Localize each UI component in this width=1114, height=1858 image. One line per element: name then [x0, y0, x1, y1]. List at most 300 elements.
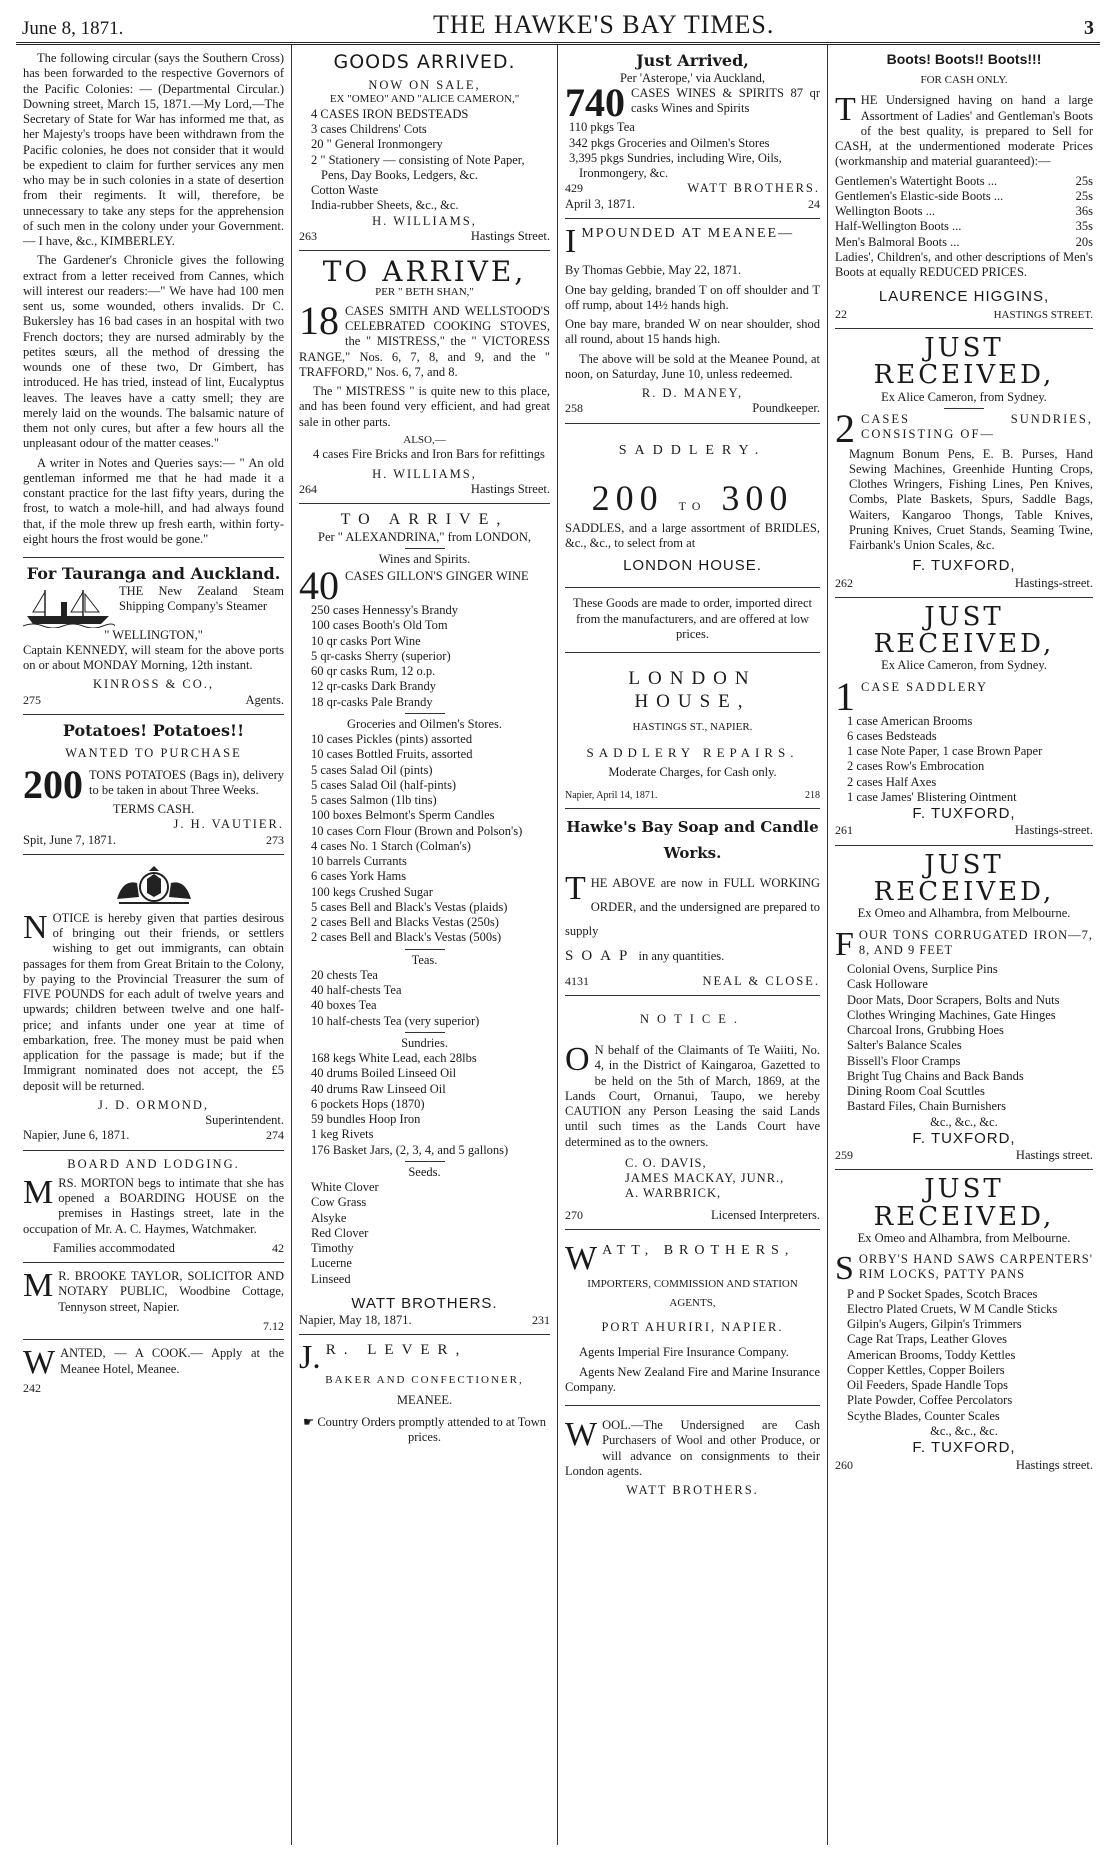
- saddlery-to: TO: [678, 498, 707, 513]
- wool-sig: WATT BROTHERS.: [626, 1483, 759, 1498]
- list-item: 4 CASES IRON BEDSTEADS: [311, 106, 469, 121]
- ad-number: 218: [805, 790, 820, 801]
- wool-body: OOL.—The Undersigned are Cash Purchasers of Wool and other Produce, or will advance on consignments to their London agents.: [565, 1418, 820, 1478]
- caution-signatories: [565, 1156, 820, 1202]
- baker-body: Country Orders promptly attended to at Town prices.: [317, 1414, 547, 1444]
- jr-place: Hastings street.: [1015, 1457, 1093, 1472]
- just-received-3: [835, 846, 1093, 1171]
- list-item: 10 cases Corn Flour (Brown and Polson's): [311, 823, 523, 838]
- just-arrived-ad: [565, 45, 820, 219]
- drop-cap: W: [23, 1344, 56, 1382]
- drop-cap: M: [23, 1173, 54, 1211]
- arrive-heading: TO ARRIVE,: [322, 255, 527, 289]
- price-item: Gentlemen's Elastic-side Boots ...: [835, 188, 1004, 203]
- jr-sig: F. TUXFORD,: [912, 557, 1016, 575]
- just-received-2: [835, 598, 1093, 846]
- drop-cap: M: [23, 1267, 54, 1305]
- london-repairs: SADDLERY REPAIRS.: [586, 744, 799, 760]
- saddlery-min: 200: [591, 477, 664, 518]
- column-1: [16, 45, 292, 1845]
- ad-number: 242: [23, 1380, 41, 1395]
- jr-items: [835, 962, 1093, 1115]
- jr-ex: Ex Omeo and Alhambra, from Melbourne.: [857, 906, 1071, 921]
- solicitor-body: R. BROOKE TAYLOR, SOLICITOR AND NOTARY PUBLIC, Woodbine Cottage, Tennyson street, Napier.: [58, 1269, 284, 1314]
- drop-cap: W: [565, 1239, 598, 1277]
- signatory: JAMES MACKAY, JUNR.,: [625, 1171, 785, 1186]
- ad-number: 262: [835, 575, 853, 590]
- goods-sub: NOW ON SALE,: [368, 78, 481, 93]
- price-row: [835, 174, 1093, 189]
- list-item: Charcoal Irons, Grubbing Hoes: [847, 1023, 1004, 1038]
- boots-body2: Ladies', Children's, and other descriptions of Men's Boots at equally REDUCED PRICES.: [835, 249, 1093, 280]
- groceries-list: [299, 732, 550, 946]
- page-number: 3: [1083, 17, 1094, 39]
- boots-ad: [835, 45, 1093, 329]
- impounded-p3: The above will be sold at the Meanee Pound, at noon, on Saturday, June 10, unless redeemed.: [565, 351, 820, 381]
- ad-number: 260: [835, 1457, 853, 1472]
- columns: [16, 45, 1100, 1845]
- baker-name: R. LEVER,: [325, 1342, 468, 1359]
- jr-items: [835, 714, 1093, 806]
- drop-cap: I: [565, 222, 577, 260]
- just-received-1: [835, 329, 1093, 598]
- ad-number: 274: [266, 1128, 284, 1143]
- ad-number: 270: [565, 1207, 583, 1222]
- jr-place: Hastings-street.: [1014, 575, 1093, 590]
- price-value: 25s: [1075, 188, 1093, 203]
- price-value: 36s: [1075, 204, 1093, 219]
- list-item: 10 cases Pickles (pints) assorted: [311, 732, 473, 747]
- list-item: 1 case American Brooms: [847, 713, 973, 728]
- section-heading: Wines and Spirits.: [378, 551, 471, 566]
- list-item: 40 drums Boiled Linseed Oil: [311, 1066, 457, 1081]
- boots-sub: FOR CASH ONLY.: [920, 74, 1008, 87]
- saddlery-house: LONDON HOUSE.: [623, 557, 762, 575]
- section-heading: Seeds.: [408, 1164, 441, 1179]
- ad-number: 22: [835, 306, 847, 321]
- soap-heading: Hawke's Bay Soap and Candle Works.: [566, 818, 819, 862]
- list-item: 1 case Note Paper, 1 case Brown Paper: [847, 744, 1043, 759]
- royal-crest-icon: [109, 865, 199, 907]
- list-item: 2 " Stationery — consisting of Note Paper, Pens, Day Books, Ledgers, &c.: [311, 152, 525, 182]
- price-item: Gentlemen's Watertight Boots ...: [835, 173, 998, 188]
- news-items: [23, 45, 284, 558]
- saddlery-max: 300: [721, 477, 794, 518]
- ad-number: 263: [299, 228, 317, 243]
- solicitor-ad: [23, 1263, 284, 1340]
- list-item: American Brooms, Toddy Kettles: [847, 1347, 1016, 1362]
- steamship-icon: [23, 586, 115, 628]
- notice-role: Superintendent.: [205, 1113, 284, 1128]
- notes-queries-article: A writer in Notes and Queries says:— " An old gentleman informed me that he had made it a constant practice for the last fifty years, during the frost, to watch a mole-hill, and had always found that, if the mole threw up fresh earth, within forty-eight hours the frost would be gone.": [23, 455, 284, 546]
- list-item: Cotton Waste: [311, 183, 379, 198]
- list-item: 6 cases York Hams: [311, 869, 407, 884]
- list-item: 59 bundles Hoop Iron: [311, 1112, 421, 1127]
- boots-sig: LAURENCE HIGGINS,: [878, 288, 1050, 306]
- list-item: 12 qr-casks Dark Brandy: [311, 679, 437, 694]
- impounded-notice: [565, 219, 820, 424]
- jr-etc: &c., &c., &c.: [930, 1423, 998, 1438]
- jr-quantity: 2: [835, 406, 855, 452]
- list-item: Timothy: [311, 1241, 354, 1256]
- jr-heading: JUST RECEIVED,: [873, 1174, 1055, 1232]
- caution-notice: [565, 996, 820, 1230]
- list-item: Linseed: [311, 1271, 351, 1286]
- jr-body: Magnum Bonum Pens, E. B. Purses, Hand Sewing Machines, Greenhide Hunting Crops, Clothes Wringers, Fishing Lines, Pen Knives, Combs, Plate Baskets, Spurs, Saddle Bags, Waiters, Kangaroo Thongs, Table Knives, Pruning Knives, Cruet Stands, Seaming Twine, Fairbank's Union Scales, &c.: [849, 446, 1093, 553]
- divider: [944, 408, 984, 409]
- seeds-list: [299, 1180, 550, 1287]
- arrive-place: Hastings Street.: [470, 481, 550, 496]
- arrived-quantity: 740: [565, 79, 625, 125]
- ad-number: 231: [532, 1313, 550, 1328]
- jr-big-body: CASE SADDLERY: [861, 679, 989, 694]
- drop-cap: N: [23, 908, 48, 946]
- watt-heading: ATT, BROTHERS,: [602, 1242, 795, 1258]
- drop-cap: F: [835, 925, 854, 963]
- list-item: Door Mats, Door Scrapers, Bolts and Nuts: [847, 992, 1060, 1007]
- list-item: Copper Kettles, Copper Boilers: [847, 1362, 1005, 1377]
- caution-body: N behalf of the Claimants of Te Waiiti, No. 4, in the District of Kaingaroa, Gazetted to be held on the 5th of March, 1869, at the Lands Court, Ornanui, Taupo, we hereby CAUTION any Person Leasing the said Lands until such times as the Lands Court have determined as to the owners.: [565, 1043, 820, 1149]
- list-item: 168 kegs White Lead, each 28lbs: [311, 1051, 477, 1066]
- list-item: P and P Socket Spades, Scotch Braces: [847, 1286, 1038, 1301]
- notice-place: Napier, June 6, 1871.: [23, 1128, 130, 1143]
- divider: [405, 713, 445, 714]
- gardeners-chronicle-article: The Gardener's Chronicle gives the following extract from a letter received from Cannes, which will interest our readers:—" We have had 100 men sent us, some wounded, others invalids. Dr C. Bukersley has 16 bad cases in an hospital with two French doctors; they are nursed admirably by the petites sœurs, all the method of dressing the wounds one of these two, Dr Gimbert, has introduced. He has tried, instead of lint, Eucalyptus leaves. The leaves have a catty smell; they are merely laid on the wounds. The balsamic nature of them not only cures, but after a few hours all the unpleasant odour of the matter ceases.": [23, 253, 284, 451]
- list-item: Alsyke: [311, 1210, 347, 1225]
- newspaper-title: THE HAWKE'S BAY TIMES.: [432, 10, 775, 39]
- jr-big-body: ORBY'S HAND SAWS CARPENTERS' RIM LOCKS, PATTY PANS: [858, 1252, 1093, 1282]
- list-item: Lucerne: [311, 1256, 352, 1271]
- jr-heading: JUST RECEIVED,: [873, 849, 1055, 908]
- ad-number: 24: [808, 196, 820, 211]
- drop-cap: T: [565, 870, 586, 908]
- price-item: Wellington Boots ...: [835, 204, 936, 219]
- column-4: [828, 45, 1100, 1845]
- soap-sig: NEAL & CLOSE.: [702, 973, 820, 988]
- saddlery-heading: SADDLERY.: [618, 442, 767, 458]
- list-item: 100 cases Booth's Old Tom: [311, 618, 448, 633]
- list-item: Electro Plated Cruets, W M Candle Sticks: [847, 1301, 1058, 1316]
- to-arrive-stoves-ad: [299, 251, 550, 504]
- boots-body: HE Undersigned having on hand a large Assortment of Ladies' and Gentleman's Boots of the best quality, is prepared to Sell for CASH, at the undermentioned moderate Prices (workmanship and material guaranteed):—: [835, 93, 1093, 169]
- list-item: White Clover: [311, 1180, 379, 1195]
- divider: [405, 949, 445, 950]
- list-item: 40 half-chests Tea: [311, 983, 402, 998]
- ad-number: 258: [565, 401, 583, 416]
- arrive-per: PER " BETH SHAN,": [375, 286, 474, 299]
- divider: [405, 1032, 445, 1033]
- list-item: Clothes Wringing Machines, Gate Hinges: [847, 1007, 1056, 1022]
- ad-number: 429: [565, 181, 583, 196]
- price-item: Half-Wellington Boots ...: [835, 219, 962, 234]
- london-charges: Moderate Charges, for Cash only.: [608, 764, 777, 779]
- issue-date: June 8, 1871.: [22, 18, 124, 39]
- board-body: RS. MORTON begs to intimate that she has opened a BOARDING HOUSE on the premises in Hastings street, late in the occupation of Mr. A. C. Haymes, Watchmaker.: [23, 1175, 284, 1236]
- price-row: [835, 219, 1093, 234]
- tauranga-body: THE New Zealand Steam Shipping Company's Steamer: [119, 583, 284, 613]
- potatoes-terms: TERMS CASH.: [112, 802, 195, 817]
- section-heading: Groceries and Oilmen's Stores.: [347, 716, 502, 731]
- list-item: 40 boxes Tea: [311, 998, 377, 1013]
- jr-items: [835, 1287, 1093, 1424]
- list-item: 6 pockets Hops (1870): [311, 1096, 425, 1111]
- list-item: 5 cases Salad Oil (pints): [311, 762, 433, 777]
- goods-arrived-ad: [299, 45, 550, 251]
- boots-price-list: [835, 174, 1093, 250]
- jr-heading: JUST RECEIVED,: [873, 601, 1055, 660]
- jr-ex: Ex Alice Cameron, from Sydney.: [881, 389, 1047, 404]
- impounded-p2: One bay mare, branded W on near shoulder, shod all round, about 15 hands high.: [565, 317, 820, 347]
- arrive2-big-body: CASES GILLON'S GINGER WINE: [345, 569, 529, 584]
- jr-sig: F. TUXFORD,: [912, 1439, 1016, 1457]
- jr-big-body: CASES SUNDRIES, CONSISTING OF—: [861, 412, 1093, 442]
- pointing-hand-icon: ☛: [302, 1414, 315, 1429]
- list-item: 4 cases No. 1 Starch (Colman's): [311, 838, 471, 853]
- section-heading: Teas.: [411, 952, 438, 967]
- list-item: 2 cases Bell and Black's Vestas (500s): [311, 930, 502, 945]
- board-line: Families accommodated: [53, 1240, 175, 1255]
- tauranga-ad: [23, 558, 284, 715]
- ad-number: 261: [835, 823, 853, 838]
- soap-works-ad: [565, 809, 820, 996]
- arrive-also: ALSO,—: [403, 433, 446, 446]
- drop-cap: O: [565, 1041, 590, 1079]
- boots-place: HASTINGS STREET.: [993, 308, 1093, 321]
- signatory: A. WARBRICK,: [625, 1186, 722, 1201]
- soap-word: SOAP: [565, 948, 636, 965]
- masthead: [16, 6, 1100, 45]
- board-lodging-ad: [23, 1151, 284, 1264]
- list-item: Cage Rat Traps, Leather Gloves: [847, 1332, 1008, 1347]
- arrived-heading: Just Arrived,: [636, 51, 749, 70]
- potatoes-sig: J. H. VAUTIER.: [173, 817, 284, 832]
- baker-place: MEANEE.: [396, 1393, 453, 1408]
- list-item: Cask Holloware: [847, 977, 928, 992]
- jr-place: Hastings street.: [1015, 1148, 1093, 1163]
- ad-number: 273: [266, 832, 284, 847]
- watt-port: PORT AHURIRI, NAPIER.: [601, 1320, 784, 1335]
- list-item: 250 cases Hennessy's Brandy: [311, 603, 459, 618]
- ad-number: 275: [23, 692, 41, 707]
- agent-role: Agents.: [245, 692, 284, 707]
- arrived-big-body: CASES WINES & SPIRITS 87 qr casks Wines and Spirits: [631, 85, 820, 116]
- list-item: 1 keg Rivets: [311, 1127, 374, 1142]
- ship-name: " WELLINGTON,": [104, 627, 203, 642]
- wines-list: [299, 603, 550, 710]
- price-value: 20s: [1075, 234, 1093, 249]
- goods-ex: EX "OMEO" AND "ALICE CAMERON,": [329, 93, 520, 106]
- arrive-body: CASES SMITH AND WELLSTOOD'S CELEBRATED COOKING STOVES, the " MISTRESS," the " VICTORESS RANGE," Nos. 6, 7, 8, and 9, and the " TRAFFORD," Nos. 6, 7, and 8.: [299, 303, 550, 379]
- list-item: Scythe Blades, Counter Scales: [847, 1408, 1000, 1423]
- list-item: Colonial Ovens, Surplice Pins: [847, 962, 998, 977]
- impounded-heading: MPOUNDED AT MEANEE—: [581, 225, 795, 241]
- arrive-also-body: 4 cases Fire Bricks and Iron Bars for refittings: [313, 447, 545, 462]
- ad-number: 7.12: [263, 1318, 284, 1333]
- just-received-4: [835, 1170, 1093, 1478]
- jr-ex: Ex Alice Cameron, from Sydney.: [881, 658, 1047, 673]
- list-item: Dining Room Coal Scuttles: [847, 1084, 985, 1099]
- arrive2-quantity: 40: [299, 563, 339, 609]
- london-place: Napier, April 14, 1871.: [565, 790, 658, 801]
- sundries-list: [299, 1051, 550, 1158]
- drop-cap: W: [565, 1416, 598, 1454]
- arrived-sig: WATT BROTHERS.: [687, 181, 820, 196]
- board-heading: BOARD AND LODGING.: [67, 1156, 240, 1171]
- list-item: 100 kegs Crushed Sugar: [311, 884, 433, 899]
- jr-etc: &c., &c., &c.: [930, 1114, 998, 1129]
- goods-place: Hastings Street.: [470, 228, 550, 243]
- watt-brothers-ad: [565, 1230, 820, 1406]
- jr-sig: F. TUXFORD,: [912, 805, 1016, 823]
- list-item: Bastard Files, Chain Burnishers: [847, 1099, 1007, 1114]
- ad-number: 259: [835, 1148, 853, 1163]
- list-item: 20 chests Tea: [311, 967, 378, 982]
- list-item: India-rubber Sheets, &c., &c.: [311, 198, 459, 213]
- baker-trade: BAKER AND CONFECTIONER,: [325, 1373, 524, 1386]
- watt-p2: Agents New Zealand Fire and Marine Insurance Company.: [565, 1364, 820, 1394]
- price-value: 35s: [1075, 219, 1093, 234]
- price-row: [835, 204, 1093, 219]
- london-heading: LONDON HOUSE,: [628, 668, 757, 713]
- list-item: 176 Basket Jars, (2, 3, 4, and 5 gallons): [311, 1142, 509, 1157]
- price-row: [835, 235, 1093, 250]
- divider: [405, 548, 445, 549]
- jr-quantity: 1: [835, 673, 855, 719]
- column-2: [292, 45, 558, 1845]
- potatoes-sub: WANTED TO PURCHASE: [65, 746, 242, 761]
- watt-p1: Agents Imperial Fire Insurance Company.: [579, 1345, 789, 1360]
- list-item: 10 half-chests Tea (very superior): [311, 1013, 480, 1028]
- list-item: 18 qr-casks Pale Brandy: [311, 694, 433, 709]
- arrived-list: [565, 120, 820, 181]
- list-item: Red Clover: [311, 1225, 369, 1240]
- price-row: [835, 189, 1093, 204]
- jr-sig: F. TUXFORD,: [912, 1129, 1016, 1147]
- list-item: 40 drums Raw Linseed Oil: [311, 1081, 446, 1096]
- drop-cap: S: [835, 1250, 854, 1288]
- arrived-per: Per 'Asterope,' via Auckland,: [619, 70, 766, 85]
- list-item: 342 pkgs Groceries and Oilmen's Stores: [569, 135, 770, 150]
- tauranga-detail: Captain KENNEDY, will steam for the above ports on or about MONDAY Morning, 12th instant.: [23, 642, 284, 673]
- arrive2-per: Per " ALEXANDRINA," from LONDON,: [318, 529, 531, 544]
- list-item: Gilpin's Augers, Gilpin's Trimmers: [847, 1317, 1022, 1332]
- divider: [405, 1161, 445, 1162]
- jr-ex: Ex Omeo and Alhambra, from Melbourne.: [857, 1230, 1071, 1245]
- arrived-place: April 3, 1871.: [565, 196, 636, 211]
- tauranga-heading: For Tauranga and Auckland.: [26, 564, 281, 583]
- list-item: 3 cases Childrens' Cots: [311, 122, 427, 137]
- saddlery-ad: [565, 424, 820, 654]
- list-item: 10 barrels Currants: [311, 854, 407, 869]
- teas-list: [299, 968, 550, 1029]
- impounded-by: By Thomas Gebbie, May 22, 1871.: [565, 263, 742, 278]
- list-item: 110 pkgs Tea: [569, 120, 635, 135]
- list-item: 5 cases Bell and Black's Vestas (plaids): [311, 899, 508, 914]
- list-item: Oil Feeders, Spade Handle Tops: [847, 1378, 1009, 1393]
- cook-wanted-ad: [23, 1340, 284, 1401]
- section-heading: Sundries.: [401, 1035, 448, 1050]
- list-item: Bright Tug Chains and Back Bands: [847, 1068, 1024, 1083]
- arrive-sig: H. WILLIAMS,: [372, 466, 477, 481]
- caution-heading: NOTICE.: [640, 1011, 745, 1026]
- to-arrive-stores-ad: [299, 504, 550, 1335]
- potatoes-place: Spit, June 7, 1871.: [23, 832, 117, 847]
- saddlery-body2: These Goods are made to order, imported direct from the manufacturers, and are offered at low prices.: [565, 587, 820, 642]
- potatoes-heading: Potatoes! Potatoes!!: [62, 720, 245, 740]
- list-item: Cow Grass: [311, 1195, 367, 1210]
- drop-cap: J.: [299, 1339, 321, 1377]
- list-item: 2 cases Bell and Blacks Vestas (250s): [311, 915, 499, 930]
- list-item: 5 cases Salad Oil (half-pints): [311, 777, 457, 792]
- london-house-ad: [565, 653, 820, 809]
- signatory: C. O. DAVIS,: [625, 1155, 707, 1170]
- tauranga-agent: KINROSS & CO.,: [92, 677, 215, 692]
- arrive2-sig: WATT BROTHERS.: [351, 1294, 498, 1312]
- arrive2-place: Napier, May 18, 1871.: [299, 1313, 412, 1328]
- arrive2-heading: TO ARRIVE,: [340, 511, 509, 529]
- list-item: 20 " General Ironmongery: [311, 137, 443, 152]
- list-item: 3,395 pkgs Sundries, including Wire, Oils, Ironmongery, &c.: [569, 150, 782, 181]
- notice-body: OTICE is hereby given that parties desirous of bringing out their friends, or settlers wishing to get out immigrants, can obtain passages for them from Great Britain to the Colony, by paying to the Provincial Treasurer the sum of FIVE POUNDS for each adult of twelve years and upwards; children between twelve and one half-price; and infants under one year at time of embarkation, free. The money must be paid when application for the passage is made; but if the Immigrant nominated does not accept, the £5 deposit will be returned.: [23, 910, 284, 1093]
- arrive-body2: The " MISTRESS " is quite new to this place, and has been found very efficient, and had great sale in other parts.: [299, 384, 550, 429]
- soap-body2: in any quantities.: [638, 949, 725, 964]
- jr-heading: JUST RECEIVED,: [873, 333, 1055, 391]
- jr-place: Hastings-street.: [1014, 823, 1093, 838]
- list-item: 5 qr-casks Sherry (superior): [311, 648, 451, 663]
- ad-number: 4131: [565, 973, 589, 988]
- impounded-p1: One bay gelding, branded T on off shoulder and T off rump, about 14½ hands high.: [565, 282, 820, 312]
- notice-sig: J. D. ORMOND,: [97, 1097, 210, 1112]
- list-item: 2 cases Half Axes: [847, 774, 937, 789]
- list-item: 6 cases Bedsteads: [847, 728, 937, 743]
- goods-sig: H. WILLIAMS,: [372, 213, 477, 228]
- soap-body: HE ABOVE are now in FULL WORKING ORDER, and the undersigned are prepared to supply: [565, 876, 820, 938]
- cook-body: ANTED, — A COOK.— Apply at the Meanee Hotel, Meanee.: [60, 1346, 284, 1376]
- list-item: Salter's Balance Scales: [847, 1038, 962, 1053]
- arrive-quantity: 18: [299, 297, 339, 343]
- list-item: 10 cases Bottled Fruits, assorted: [311, 747, 473, 762]
- goods-heading: GOODS ARRIVED.: [333, 51, 516, 73]
- caution-role: Licensed Interpreters.: [711, 1207, 820, 1222]
- list-item: 1 case James' Blistering Ointment: [847, 789, 1017, 804]
- emigration-notice: [23, 855, 284, 1151]
- column-3: [558, 45, 828, 1845]
- baker-ad: [299, 1335, 550, 1455]
- list-item: 2 cases Row's Embrocation: [847, 759, 985, 774]
- list-item: 100 boxes Belmont's Sperm Candles: [311, 808, 495, 823]
- jr-big-body: OUR TONS CORRUGATED IRON—7, 8, AND 9 FEET: [858, 927, 1093, 957]
- list-item: 5 cases Salmon (1lb tins): [311, 793, 437, 808]
- impounded-role: Poundkeeper.: [752, 401, 820, 416]
- list-item: 60 qr casks Rum, 12 o.p.: [311, 664, 436, 679]
- goods-list: [299, 107, 550, 214]
- list-item: Plate Powder, Coffee Percolators: [847, 1393, 1013, 1408]
- drop-cap: T: [835, 91, 856, 129]
- london-addr: HASTINGS ST., NAPIER.: [632, 721, 753, 734]
- potatoes-ad: [23, 715, 284, 855]
- potatoes-body: TONS POTATOES (Bags in), delivery to be taken in about Three Weeks.: [89, 767, 284, 797]
- price-value: 25s: [1075, 173, 1093, 188]
- wool-ad: [565, 1406, 820, 1504]
- impounded-sig: R. D. MANEY,: [641, 386, 744, 401]
- list-item: 10 qr casks Port Wine: [311, 633, 421, 648]
- boots-heading: Boots! Boots!! Boots!!!: [886, 51, 1042, 67]
- watt-sub: IMPORTERS, COMMISSION AND STATION AGENTS,: [587, 1277, 798, 1310]
- potatoes-quantity: 200: [23, 761, 83, 807]
- price-item: Men's Balmoral Boots ...: [835, 234, 960, 249]
- circular-article: The following circular (says the Southern Cross) has been forwarded to the respective Governors of the Pacific Colonies: — (Departmental Circular.) Downing street, March 15, 1871.—My Lord,—The Secretary of State for War has informed me that, as her Majesty's troops have been withdrawn from the Pacific colonies, he does not consider that it would be expedient to claim for further services any men who may be in such colonies in a state of desertion from their regiments. It will, therefore, be unnecessary to take any steps for the apprehension of such men in the colony under your Government. — I have, &c., KIMBERLEY.: [23, 51, 284, 248]
- list-item: Bissell's Floor Cramps: [847, 1053, 961, 1068]
